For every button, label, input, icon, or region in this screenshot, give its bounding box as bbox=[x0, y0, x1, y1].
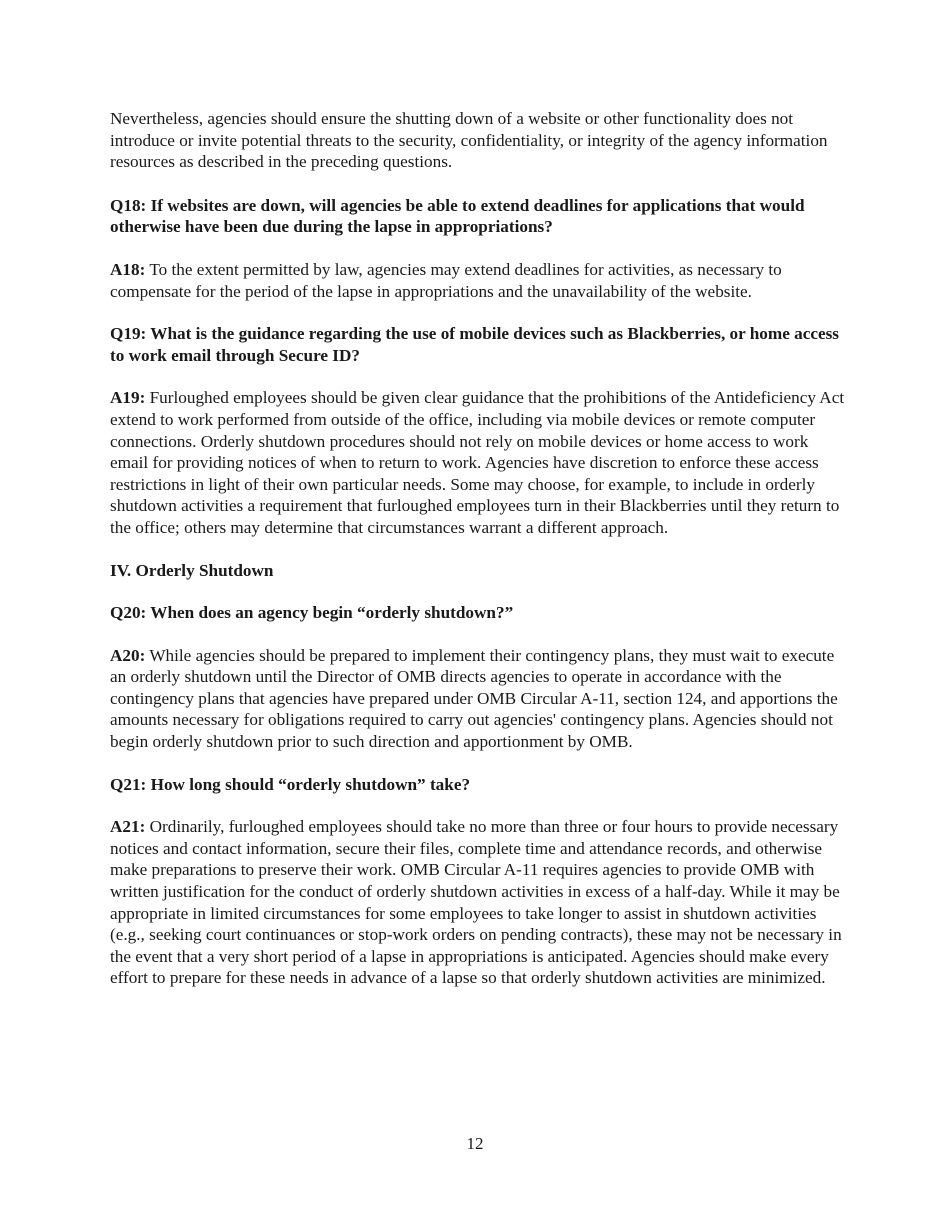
answer-a20 bbox=[110, 645, 845, 753]
answer-a21 bbox=[110, 816, 845, 989]
question-q18: Q18: If websites are down, will agencies be able to extend deadlines for applications that would otherwise have been due during the lapse in appropriations? bbox=[110, 195, 805, 237]
answer-a19 bbox=[110, 387, 845, 538]
answer-label-a19: A19: bbox=[110, 388, 146, 408]
document-page bbox=[110, 108, 845, 1010]
question-q20: Q20: When does an agency begin “orderly shutdown?” bbox=[110, 603, 514, 623]
answer-label-a20: A20: bbox=[110, 645, 146, 665]
question-q19: Q19: What is the guidance regarding the use of mobile devices such as Blackberries, or home access to work email through Secure ID? bbox=[110, 324, 839, 365]
answer-text-a19: Furloughed employees should be given clear guidance that the prohibitions of the Antideficiency Act extend to work performed from outside of the office, including via mobile devices or remote computer connections. Orderly shutdown procedures should not rely on mobile devices or home access to work email for providing notices of when to return to work. Agencies have discretion to enforce these access restrictions in light of their own particular needs. Some may choose, for example, to include in orderly shutdown activities a requirement that furloughed employees turn in their Blackberries until they return to the office; others may determine that circumstances warrant a different approach. bbox=[110, 388, 845, 537]
intro-paragraph: Nevertheless, agencies should ensure the shutting down of a website or other functionality does not introduce or invite potential threats to the security, confidentiality, or integrity of the agency information resources as described in the preceding questions. bbox=[110, 109, 828, 172]
answer-text-a20: While agencies should be prepared to implement their contingency plans, they must wait to execute an orderly shutdown until the Director of OMB directs agencies to operate in accordance with the contingency plans that agencies have prepared under OMB Circular A-11, section 124, and apportions the amounts necessary for obligations required to carry out agencies' contingency plans. Agencies should not begin orderly shutdown prior to such direction and apportionment by OMB. bbox=[110, 645, 838, 752]
answer-a18 bbox=[110, 259, 845, 302]
section-heading: IV. Orderly Shutdown bbox=[110, 560, 274, 580]
question-q21: Q21: How long should “orderly shutdown” take? bbox=[110, 774, 471, 794]
answer-label-a21: A21: bbox=[110, 817, 146, 837]
answer-label-a18: A18: bbox=[110, 259, 146, 279]
answer-text-a18: To the extent permitted by law, agencies may extend deadlines for activities, as necessary to compensate for the period of the lapse in appropriations and the unavailability of the website. bbox=[110, 259, 782, 301]
page-number: 12 bbox=[466, 1134, 484, 1153]
answer-text-a21: Ordinarily, furloughed employees should take no more than three or four hours to provide necessary notices and contact information, secure their files, complete time and attendance records, and otherwise make preparations to preserve their work. OMB Circular A-11 requires agencies to provide OMB with written justification for the conduct of orderly shutdown activities in excess of a half-day. While it may be appropriate in limited circumstances for some employees to take longer to assist in shutdown activities (e.g., seeking court continuances or stop-work orders on pending contracts), these may not be necessary in the event that a very short period of a lapse in appropriations is anticipated. Agencies should make every effort to prepare for these needs in advance of a lapse so that orderly shutdown activities are minimized. bbox=[110, 817, 842, 988]
